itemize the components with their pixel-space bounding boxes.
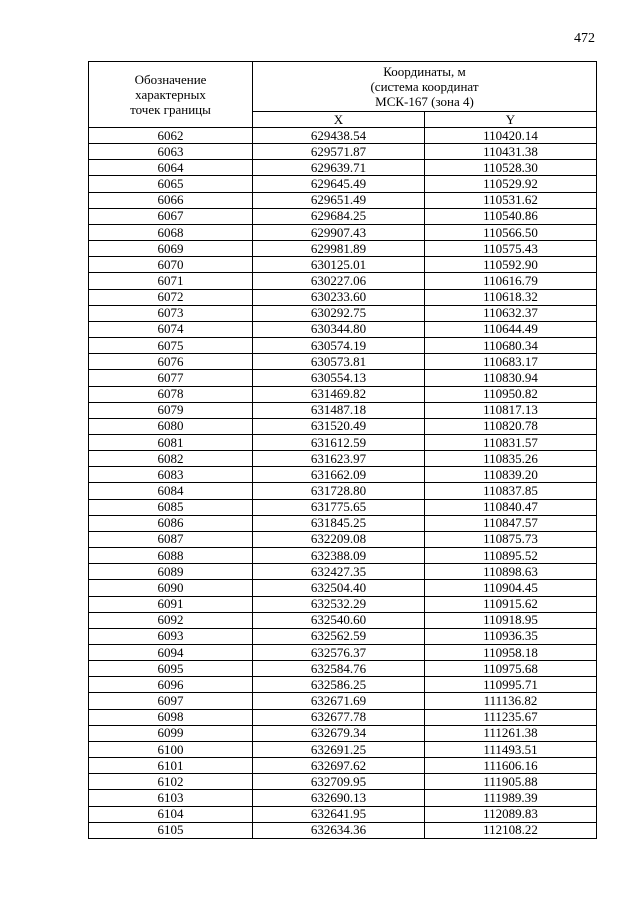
header-coordinates: Координаты, м (система координат МСК-167 (зона 4) — [253, 62, 597, 112]
x-cell: 632209.08 — [253, 531, 425, 547]
x-cell: 630233.60 — [253, 289, 425, 305]
y-cell: 110847.57 — [425, 515, 597, 531]
point-id-cell: 6084 — [89, 483, 253, 499]
point-id-cell: 6099 — [89, 725, 253, 741]
y-cell: 110835.26 — [425, 451, 597, 467]
y-cell: 110995.71 — [425, 677, 597, 693]
x-cell: 629639.71 — [253, 160, 425, 176]
table-row — [89, 386, 597, 402]
table-row — [89, 144, 597, 160]
point-id-cell: 6087 — [89, 531, 253, 547]
point-id-cell: 6070 — [89, 257, 253, 273]
table-row — [89, 451, 597, 467]
page-number: 472 — [574, 31, 595, 46]
point-id-cell: 6092 — [89, 612, 253, 628]
table-row — [89, 693, 597, 709]
x-cell: 630344.80 — [253, 321, 425, 337]
table-row — [89, 273, 597, 289]
point-id-cell: 6085 — [89, 499, 253, 515]
x-cell: 631845.25 — [253, 515, 425, 531]
header-point-id: Обозначение характерных точек границы — [89, 62, 253, 128]
table-row — [89, 548, 597, 564]
y-cell: 110918.95 — [425, 612, 597, 628]
table-row — [89, 434, 597, 450]
header-y: Y — [425, 112, 597, 128]
point-id-cell: 6074 — [89, 321, 253, 337]
point-id-cell: 6100 — [89, 741, 253, 757]
x-cell: 632586.25 — [253, 677, 425, 693]
point-id-cell: 6088 — [89, 548, 253, 564]
x-cell: 632641.95 — [253, 806, 425, 822]
y-cell: 110958.18 — [425, 645, 597, 661]
point-id-cell: 6086 — [89, 515, 253, 531]
y-cell: 110837.85 — [425, 483, 597, 499]
y-cell: 110644.49 — [425, 321, 597, 337]
table-row — [89, 176, 597, 192]
point-id-cell: 6066 — [89, 192, 253, 208]
y-cell: 111905.88 — [425, 774, 597, 790]
y-cell: 110830.94 — [425, 370, 597, 386]
y-cell: 110915.62 — [425, 596, 597, 612]
y-cell: 110817.13 — [425, 402, 597, 418]
point-id-cell: 6103 — [89, 790, 253, 806]
y-cell: 110895.52 — [425, 548, 597, 564]
point-id-cell: 6082 — [89, 451, 253, 467]
point-id-cell: 6096 — [89, 677, 253, 693]
table-row — [89, 338, 597, 354]
table-row — [89, 515, 597, 531]
x-cell: 630292.75 — [253, 305, 425, 321]
y-cell: 110839.20 — [425, 467, 597, 483]
x-cell: 632576.37 — [253, 645, 425, 661]
point-id-cell: 6083 — [89, 467, 253, 483]
y-cell: 111493.51 — [425, 741, 597, 757]
header-x: X — [253, 112, 425, 128]
point-id-cell: 6097 — [89, 693, 253, 709]
table-row — [89, 321, 597, 337]
table-row — [89, 305, 597, 321]
point-id-cell: 6067 — [89, 208, 253, 224]
x-cell: 630573.81 — [253, 354, 425, 370]
y-cell: 111989.39 — [425, 790, 597, 806]
x-cell: 630125.01 — [253, 257, 425, 273]
point-id-cell: 6095 — [89, 661, 253, 677]
table-row — [89, 596, 597, 612]
table-row — [89, 661, 597, 677]
y-cell: 110875.73 — [425, 531, 597, 547]
x-cell: 631520.49 — [253, 418, 425, 434]
point-id-cell: 6068 — [89, 224, 253, 240]
x-cell: 629438.54 — [253, 128, 425, 144]
y-cell: 111235.67 — [425, 709, 597, 725]
x-cell: 631775.65 — [253, 499, 425, 515]
table-row — [89, 224, 597, 240]
y-cell: 110683.17 — [425, 354, 597, 370]
table-body — [89, 128, 597, 839]
table-row — [89, 628, 597, 644]
x-cell: 629571.87 — [253, 144, 425, 160]
point-id-cell: 6094 — [89, 645, 253, 661]
y-cell: 111606.16 — [425, 758, 597, 774]
y-cell: 110840.47 — [425, 499, 597, 515]
y-cell: 111261.38 — [425, 725, 597, 741]
x-cell: 632677.78 — [253, 709, 425, 725]
x-cell: 629907.43 — [253, 224, 425, 240]
table-row — [89, 257, 597, 273]
x-cell: 629981.89 — [253, 241, 425, 257]
point-id-cell: 6072 — [89, 289, 253, 305]
y-cell: 110632.37 — [425, 305, 597, 321]
point-id-cell: 6077 — [89, 370, 253, 386]
y-cell: 110592.90 — [425, 257, 597, 273]
point-id-cell: 6062 — [89, 128, 253, 144]
y-cell: 110936.35 — [425, 628, 597, 644]
table-row — [89, 822, 597, 838]
x-cell: 632671.69 — [253, 693, 425, 709]
point-id-cell: 6071 — [89, 273, 253, 289]
x-cell: 631623.97 — [253, 451, 425, 467]
x-cell: 632562.59 — [253, 628, 425, 644]
table-row — [89, 192, 597, 208]
y-cell: 110575.43 — [425, 241, 597, 257]
y-cell: 110431.38 — [425, 144, 597, 160]
point-id-cell: 6105 — [89, 822, 253, 838]
y-cell: 110616.79 — [425, 273, 597, 289]
table-header — [89, 62, 597, 128]
table-row — [89, 612, 597, 628]
table-row — [89, 354, 597, 370]
point-id-cell: 6091 — [89, 596, 253, 612]
y-cell: 110566.50 — [425, 224, 597, 240]
point-id-cell: 6078 — [89, 386, 253, 402]
y-cell: 110618.32 — [425, 289, 597, 305]
table-row — [89, 580, 597, 596]
y-cell: 110529.92 — [425, 176, 597, 192]
x-cell: 630227.06 — [253, 273, 425, 289]
table-row — [89, 774, 597, 790]
table-row — [89, 725, 597, 741]
y-cell: 110528.30 — [425, 160, 597, 176]
table-row — [89, 741, 597, 757]
table-row — [89, 806, 597, 822]
x-cell: 631469.82 — [253, 386, 425, 402]
y-cell: 110820.78 — [425, 418, 597, 434]
x-cell: 631662.09 — [253, 467, 425, 483]
table-row — [89, 418, 597, 434]
table-row — [89, 483, 597, 499]
table-row — [89, 531, 597, 547]
x-cell: 632584.76 — [253, 661, 425, 677]
x-cell: 632690.13 — [253, 790, 425, 806]
x-cell: 632540.60 — [253, 612, 425, 628]
y-cell: 110531.62 — [425, 192, 597, 208]
table-row — [89, 564, 597, 580]
x-cell: 632427.35 — [253, 564, 425, 580]
y-cell: 110975.68 — [425, 661, 597, 677]
point-id-cell: 6089 — [89, 564, 253, 580]
table-row — [89, 499, 597, 515]
table-row — [89, 402, 597, 418]
point-id-cell: 6075 — [89, 338, 253, 354]
table-row — [89, 758, 597, 774]
y-cell: 110898.63 — [425, 564, 597, 580]
point-id-cell: 6102 — [89, 774, 253, 790]
x-cell: 631612.59 — [253, 434, 425, 450]
y-cell: 110540.86 — [425, 208, 597, 224]
table-row — [89, 709, 597, 725]
x-cell: 629651.49 — [253, 192, 425, 208]
x-cell: 630574.19 — [253, 338, 425, 354]
x-cell: 631728.80 — [253, 483, 425, 499]
table-row — [89, 790, 597, 806]
point-id-cell: 6090 — [89, 580, 253, 596]
point-id-cell: 6076 — [89, 354, 253, 370]
table-row — [89, 677, 597, 693]
point-id-cell: 6093 — [89, 628, 253, 644]
x-cell: 632691.25 — [253, 741, 425, 757]
point-id-cell: 6065 — [89, 176, 253, 192]
y-cell: 110420.14 — [425, 128, 597, 144]
table-row — [89, 208, 597, 224]
point-id-cell: 6079 — [89, 402, 253, 418]
point-id-cell: 6101 — [89, 758, 253, 774]
y-cell: 110680.34 — [425, 338, 597, 354]
y-cell: 110950.82 — [425, 386, 597, 402]
point-id-cell: 6069 — [89, 241, 253, 257]
point-id-cell: 6063 — [89, 144, 253, 160]
y-cell: 112108.22 — [425, 822, 597, 838]
x-cell: 632532.29 — [253, 596, 425, 612]
x-cell: 630554.13 — [253, 370, 425, 386]
x-cell: 632709.95 — [253, 774, 425, 790]
table-row — [89, 289, 597, 305]
table-row — [89, 128, 597, 144]
x-cell: 632697.62 — [253, 758, 425, 774]
point-id-cell: 6080 — [89, 418, 253, 434]
point-id-cell: 6098 — [89, 709, 253, 725]
table-row — [89, 370, 597, 386]
y-cell: 111136.82 — [425, 693, 597, 709]
x-cell: 632679.34 — [253, 725, 425, 741]
x-cell: 632388.09 — [253, 548, 425, 564]
x-cell: 632634.36 — [253, 822, 425, 838]
coordinates-table — [88, 61, 597, 839]
table-row — [89, 645, 597, 661]
x-cell: 629684.25 — [253, 208, 425, 224]
x-cell: 629645.49 — [253, 176, 425, 192]
table-row — [89, 160, 597, 176]
x-cell: 631487.18 — [253, 402, 425, 418]
table-row — [89, 467, 597, 483]
y-cell: 110831.57 — [425, 434, 597, 450]
y-cell: 110904.45 — [425, 580, 597, 596]
point-id-cell: 6081 — [89, 434, 253, 450]
y-cell: 112089.83 — [425, 806, 597, 822]
point-id-cell: 6104 — [89, 806, 253, 822]
point-id-cell: 6073 — [89, 305, 253, 321]
point-id-cell: 6064 — [89, 160, 253, 176]
x-cell: 632504.40 — [253, 580, 425, 596]
table-row — [89, 241, 597, 257]
